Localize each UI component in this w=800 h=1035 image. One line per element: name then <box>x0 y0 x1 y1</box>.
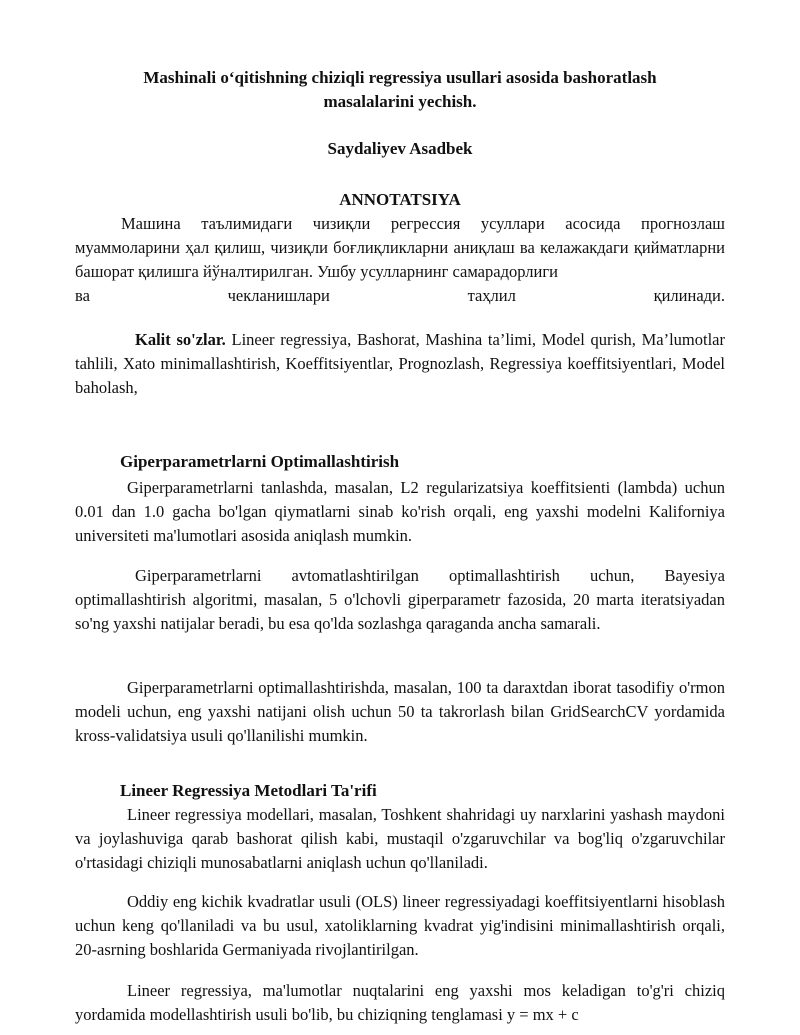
keywords-text: Lineer regressiya, Bashorat, Mashina ta’limi, Model qurish, Ma’lumotlar tahlili, Xato minimallashtirish, Koeffitsiyentlar, Prognozlash, Regressiya koeffitsiyentlari, Model baholash, <box>75 330 725 397</box>
keywords-label: Kalit so'zlar. <box>135 330 226 349</box>
paragraph-text: Lineer regressiya modellari, masalan, Toshkent shahridagi uy narxlarini yashash maydoni va joylashuviga qarab bashorat qilish kabi, mustaqil o'zgaruvchilar va bog'liq o'zgaruvchilar o'rtasidagi chiziqli munosabatlarni aniqlash uchun qo'llaniladi. <box>75 805 725 872</box>
document-title <box>75 66 725 114</box>
section1-paragraph-2 <box>75 564 725 636</box>
paragraph-text: Giperparametrlarni avtomatlashtirilgan optimallashtirish uchun, Bayesiya optimallashtirish algoritmi, masalan, 5 o'lchovli giperparametr fazosida, 20 marta iteratsiyadan so'ng yaxshi natijalar beradi, bu esa qo'lda sozlashga qaraganda ancha samarali. <box>75 566 725 633</box>
annotation-text-last: ва чекланишлари таҳлил қилинади. <box>75 286 725 305</box>
title-line-1: Mashinali o‘qitishning chiziqli regressiya usullari asosida bashoratlash <box>143 68 657 87</box>
paragraph-text: Giperparametrlarni optimallashtirishda, masalan, 100 ta daraxtdan iborat tasodifiy o'rmon modeli uchun, eng yaxshi natijani olish uchun 50 ta takrorlash bilan GridSearchCV yordamida kross-validatsiya usuli qo'llanilishi mumkin. <box>75 678 725 745</box>
section-heading-linear-regression: Lineer Regressiya Metodlari Ta'rifi <box>120 781 377 800</box>
title-line-2: masalalarini yechish. <box>323 92 477 111</box>
keywords-paragraph <box>75 328 725 400</box>
section-heading-hyperparameters: Giperparametrlarni Optimallashtirish <box>120 452 400 471</box>
section2-paragraph-2 <box>75 890 725 962</box>
paragraph-text: Lineer regressiya, ma'lumotlar nuqtalarini eng yaxshi mos keladigan to'g'ri chiziq yordamida modellashtirish usuli bo'lib, bu chiziqning tenglamasi y = mx + c <box>75 981 725 1024</box>
annotation-heading: ANNOTATSIYA <box>339 190 461 209</box>
section2-paragraph-3 <box>75 979 725 1027</box>
paragraph-text: Giperparametrlarni tanlashda, masalan, L2 regularizatsiya koeffitsienti (lambda) uchun 0.01 dan 1.0 gacha bo'lgan qiymatlarni sinab ko'rish orqali, eng yaxshi modelni Kaliforniya universiteti ma'lumotlari asosida aniqlash mumkin. <box>75 478 725 545</box>
annotation-body <box>75 212 725 308</box>
section1-paragraph-1 <box>75 476 725 548</box>
author-name: Saydaliyev Asadbek <box>327 139 473 158</box>
section2-paragraph-1 <box>75 803 725 875</box>
paragraph-text: Oddiy eng kichik kvadratlar usuli (OLS) lineer regressiyadagi koeffitsiyentlarni hisoblash uchun keng qo'llaniladi va bu usul, xatoliklarning kvadrat yig'indisini minimallashtirish orqali, 20-asrning boshlarida Germaniyada rivojlantirilgan. <box>75 892 725 959</box>
section1-paragraph-3 <box>75 676 725 748</box>
annotation-text-main: Машина таълимидаги чизиқли регрессия усуллари асосида прогнозлаш муаммоларини ҳал қилиш, чизиқли боғлиқликларни аниқлаш ва келажакдаги қийматларни башорат қилишга йўналтирилган. Ушбу усулларнинг самарадорлиги <box>75 214 725 281</box>
